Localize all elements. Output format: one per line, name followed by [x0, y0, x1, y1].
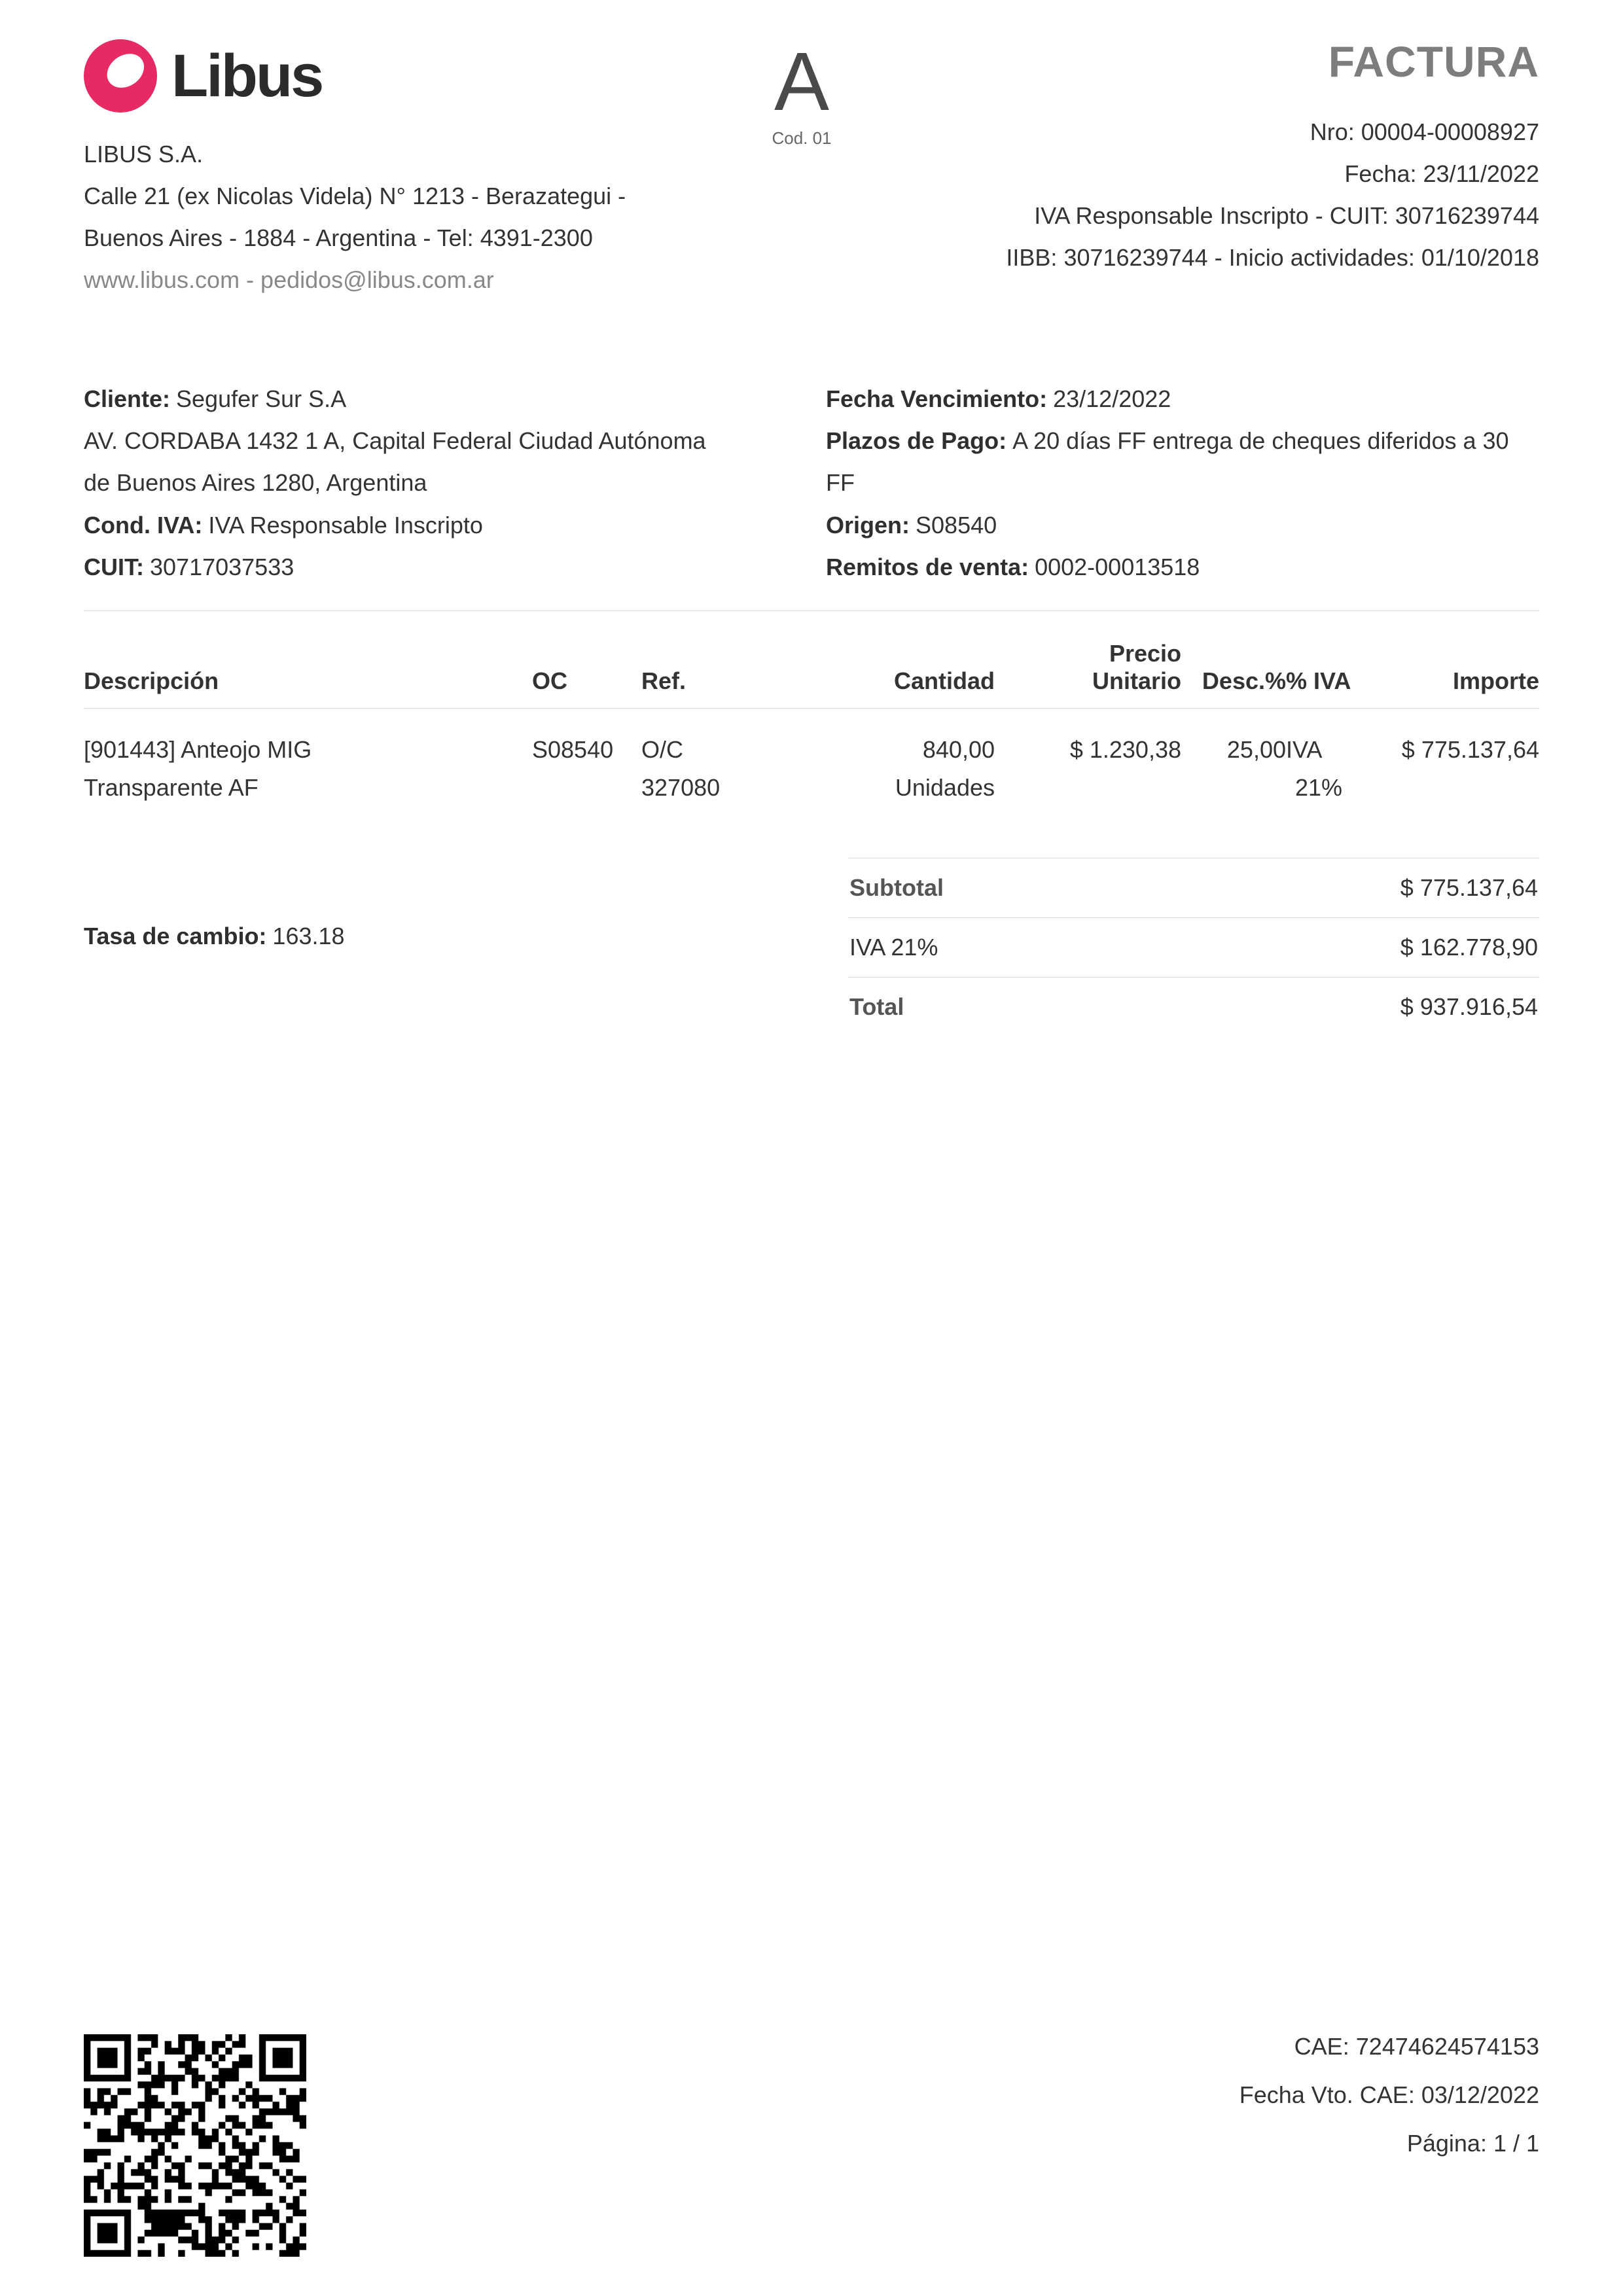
invoice-letter-block: [712, 37, 891, 149]
cuit-value: 30717037533: [150, 553, 294, 580]
cell-precio-unitario: $ 1.230,38: [1069, 735, 1181, 763]
invoice-title: FACTURA: [1328, 37, 1539, 86]
exchange-rate-line: [84, 915, 345, 957]
col-precio-unitario: Precio Unitario: [1092, 639, 1181, 694]
qr-code: [84, 2034, 306, 2257]
total-label: Total: [849, 993, 904, 1021]
below-table-section: [84, 858, 1539, 1036]
item-row: [84, 709, 1539, 807]
cell-cantidad: 840,00 Unidades: [895, 735, 995, 802]
logo-text: Libus: [171, 42, 323, 109]
cell-descripcion: [901443] Anteojo MIG Transparente AF: [84, 735, 312, 802]
col-oc: OC: [532, 667, 567, 694]
section-divider: [84, 610, 1539, 611]
cond-iva-value: IVA Responsable Inscripto: [208, 511, 483, 539]
page-number-line: Página: 1 / 1: [1406, 2129, 1539, 2157]
origin-line: [826, 504, 1539, 546]
client-cuit-line: [84, 546, 712, 588]
total-row: [848, 977, 1539, 1036]
company-name: LIBUS S.A.: [84, 141, 204, 168]
items-table-header: [84, 640, 1539, 709]
header: [84, 37, 1539, 301]
cell-importe: $ 775.137,64: [1401, 735, 1539, 763]
due-date-label: Fecha Vencimiento:: [826, 385, 1048, 413]
col-descripcion: Descripción: [84, 667, 219, 694]
client-name: Segufer Sur S.A: [176, 385, 347, 413]
cae-vto-line: Fecha Vto. CAE: 03/12/2022: [1239, 2081, 1539, 2108]
subtotal-value: $ 775.137,64: [1400, 874, 1538, 902]
cell-oc: S08540: [532, 735, 614, 763]
logo: [84, 37, 712, 115]
cuit-label: CUIT:: [84, 553, 144, 580]
client-name-line: [84, 378, 712, 420]
libus-logo-icon: [84, 39, 157, 113]
col-iva-pct: % IVA: [1286, 667, 1351, 694]
due-date-line: [826, 378, 1539, 420]
col-ref: Ref.: [641, 667, 687, 694]
invoice-date: Fecha: 23/11/2022: [1344, 160, 1539, 188]
iva-value: $ 162.778,90: [1400, 934, 1538, 961]
cell-desc-pct: 25,00: [1226, 735, 1286, 763]
exchange-rate-label: Tasa de cambio:: [84, 923, 267, 950]
origin-label: Origen:: [826, 511, 910, 539]
cond-iva-label: Cond. IVA:: [84, 511, 203, 539]
company-address: Calle 21 (ex Nicolas Videla) N° 1213 - Berazategui - Buenos Aires - 1884 - Argentina - Tel: 4391-2300: [84, 183, 626, 252]
subtotal-row: [848, 858, 1539, 917]
total-value: $ 937.916,54: [1400, 993, 1538, 1021]
footer-right: [1240, 2028, 1539, 2173]
header-right: [891, 37, 1539, 279]
company-info: [84, 133, 699, 301]
invoice-letter-code: Cod. 01: [772, 128, 832, 148]
invoice-number: Nro: 00004-00008927: [1310, 118, 1539, 145]
terms-section: [826, 378, 1539, 588]
remitos-label: Remitos de venta:: [826, 553, 1029, 580]
cae-line: CAE: 72474624574153: [1294, 2033, 1539, 2060]
client-cond-iva-line: [84, 504, 712, 546]
invoice-iva-condition: IVA Responsable Inscripto - CUIT: 30716239744: [1034, 202, 1539, 230]
subtotal-label: Subtotal: [849, 874, 944, 902]
client-label: Cliente:: [84, 385, 171, 413]
parties-section: [84, 378, 1539, 588]
totals-section: [848, 858, 1539, 1036]
payment-terms-line: [826, 420, 1539, 504]
exchange-rate-value: 163.18: [272, 923, 345, 950]
remitos-line: [826, 546, 1539, 588]
remitos-value: 0002-00013518: [1035, 553, 1200, 580]
iva-label: IVA 21%: [849, 934, 938, 961]
col-importe: Importe: [1452, 667, 1539, 694]
origin-value: S08540: [916, 511, 997, 539]
cell-iva-pct: IVA 21%: [1286, 735, 1343, 802]
payment-terms-value: A 20 días FF entrega de cheques diferidos a 30 FF: [826, 427, 1509, 497]
col-desc-pct: Desc.%: [1202, 667, 1286, 694]
client-address: AV. CORDABA 1432 1 A, Capital Federal Ciudad Autónoma de Buenos Aires 1280, Argentina: [84, 427, 706, 497]
due-date-value: 23/12/2022: [1053, 385, 1171, 413]
payment-terms-label: Plazos de Pago:: [826, 427, 1007, 455]
invoice-letter: A: [774, 35, 830, 128]
cell-ref: O/C 327080: [641, 735, 721, 802]
col-cantidad: Cantidad: [893, 667, 995, 694]
header-left: [84, 37, 712, 301]
client-section: [84, 378, 712, 588]
company-web-email: www.libus.com - pedidos@libus.com.ar: [84, 266, 494, 294]
iva-row: [848, 917, 1539, 977]
invoice-iibb: IIBB: 30716239744 - Inicio actividades: 01/10/2018: [1006, 244, 1539, 272]
invoice-meta: [891, 111, 1539, 279]
